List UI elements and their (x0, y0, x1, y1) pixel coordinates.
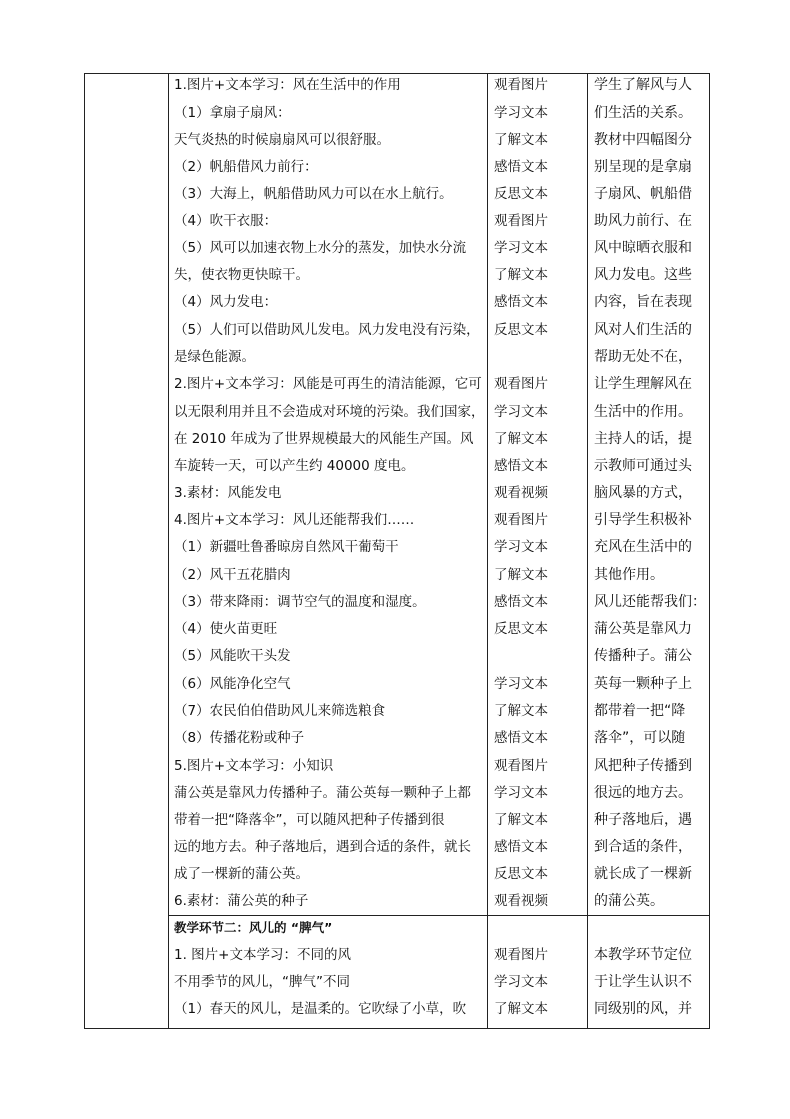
intent-line: 其他作用。 (594, 567, 664, 583)
student-activity: 了解文本 (494, 1001, 548, 1017)
intent-line: 帮助无处不在， (594, 349, 692, 365)
column-divider (168, 73, 169, 1029)
student-activity: 了解文本 (494, 703, 548, 719)
row-divider (168, 915, 709, 916)
activity-line: （3）大海上，帆船借助风力可以在水上航行。 (174, 186, 453, 202)
intent-line: 很远的地方去。 (594, 785, 692, 801)
intent-line: 别呈现的是拿扇 (594, 159, 692, 175)
student-activity: 观看视频 (494, 485, 548, 501)
activity-line: （6）风能净化空气 (174, 676, 291, 692)
activity-line: 4.图片+文本学习：风儿还能帮我们…… (174, 512, 415, 528)
activity-line: （4）风力发电： (174, 294, 278, 310)
intent-line: 风中晾晒衣服和 (594, 240, 692, 256)
intent-line: 传播种子。蒲公 (594, 648, 692, 664)
activity-line: （1）新疆吐鲁番晾房自然风干葡萄干 (174, 539, 399, 555)
intent-line: 落伞”，可以随 (594, 730, 686, 746)
activity-line: （5）人们可以借助风儿发电。风力发电没有污染， (174, 322, 480, 338)
student-activity: 反思文本 (494, 866, 548, 882)
student-activity: 观看图片 (494, 376, 548, 392)
student-activity: 观看图片 (494, 758, 548, 774)
student-activity: 反思文本 (494, 322, 548, 338)
student-activity: 观看视频 (494, 893, 548, 909)
intent-line: 们生活的关系。 (594, 105, 692, 121)
intent-line: 到合适的条件， (594, 839, 692, 855)
activity-line: （8）传播花粉或种子 (174, 730, 305, 746)
activity-line: 带着一把“降落伞”，可以随风把种子传播到很 (174, 812, 445, 828)
student-activity: 观看图片 (494, 947, 548, 963)
activity-line: 1. 图片+文本学习：不同的风 (174, 947, 351, 963)
student-activity: 学习文本 (494, 404, 548, 420)
student-activity: 学习文本 (494, 105, 548, 121)
intent-line: 子扇风、帆船借 (594, 186, 692, 202)
student-activity: 感悟文本 (494, 730, 548, 746)
student-activity: 感悟文本 (494, 594, 548, 610)
intent-line: 的蒲公英。 (594, 893, 664, 909)
student-activity: 了解文本 (494, 267, 548, 283)
intent-line: 本教学环节定位 (594, 947, 692, 963)
activity-line: 蒲公英是靠风力传播种子。蒲公英每一颗种子上都 (174, 785, 471, 801)
column-divider (587, 73, 588, 1029)
activity-line: （4）吹干衣服： (174, 213, 278, 229)
student-activity: 反思文本 (494, 186, 548, 202)
student-activity: 学习文本 (494, 539, 548, 555)
student-activity: 观看图片 (494, 512, 548, 528)
intent-line: 都带着一把“降 (594, 703, 686, 719)
student-activity: 感悟文本 (494, 839, 548, 855)
intent-line: 主持人的话，提 (594, 431, 692, 447)
student-activity: 了解文本 (494, 812, 548, 828)
intent-line: 同级别的风，并 (594, 1001, 692, 1017)
intent-line: 风力发电。这些 (594, 267, 692, 283)
intent-line: 示教师可通过头 (594, 458, 692, 474)
student-activity: 学习文本 (494, 974, 548, 990)
intent-line: 助风力前行、在 (594, 213, 692, 229)
intent-line: 内容，旨在表现 (594, 294, 692, 310)
intent-line: 风对人们生活的 (594, 322, 692, 338)
activity-line: 1.图片+文本学习：风在生活中的作用 (174, 77, 401, 93)
intent-line: 英每一颗种子上 (594, 676, 692, 692)
student-activity: 了解文本 (494, 431, 548, 447)
student-activity: 反思文本 (494, 621, 548, 637)
activity-line: （2）帆船借风力前行： (174, 159, 318, 175)
activity-line: 2.图片+文本学习：风能是可再生的清洁能源，它可 (174, 376, 482, 392)
activity-line: 天气炎热的时候扇扇风可以很舒服。 (174, 132, 390, 148)
intent-line: 就长成了一棵新 (594, 866, 692, 882)
activity-line: 6.素材：蒲公英的种子 (174, 893, 309, 909)
activity-line: （1）拿扇子扇风： (174, 105, 291, 121)
activity-line: 以无限利用并且不会造成对环境的污染。我们国家， (174, 404, 485, 420)
student-activity: 学习文本 (494, 785, 548, 801)
activity-line: （3）带来降雨：调节空气的温度和湿度。 (174, 594, 426, 610)
activity-line: （5）风能吹干头发 (174, 648, 291, 664)
intent-line: 生活中的作用。 (594, 404, 692, 420)
activity-line: （2）风干五花腊肉 (174, 567, 291, 583)
intent-line: 学生了解风与人 (594, 77, 692, 93)
intent-line: 充风在生活中的 (594, 539, 692, 555)
activity-line: 3.素材：风能发电 (174, 485, 282, 501)
activity-line: 远的地方去。种子落地后，遇到合适的条件，就长 (174, 839, 471, 855)
intent-line: 教材中四幅图分 (594, 132, 692, 148)
activity-line: 不用季节的风儿，“脾气”不同 (174, 974, 350, 990)
activity-line: 在 2010 年成为了世界规模最大的风能生产国。风 (174, 431, 474, 447)
student-activity: 学习文本 (494, 240, 548, 256)
section-heading: 教学环节二：风儿的 “脾气” (174, 920, 333, 935)
activity-line: 成了一棵新的蒲公英。 (174, 866, 309, 882)
activity-line: （5）风可以加速衣物上水分的蒸发，加快水分流 (174, 240, 467, 256)
intent-line: 脑风暴的方式， (594, 485, 692, 501)
student-activity: 学习文本 (494, 676, 548, 692)
student-activity: 感悟文本 (494, 159, 548, 175)
student-activity: 观看图片 (494, 77, 548, 93)
activity-line: 失，使衣物更快晾干。 (174, 267, 309, 283)
intent-line: 风儿还能帮我们： (594, 594, 706, 610)
student-activity: 了解文本 (494, 132, 548, 148)
intent-line: 蒲公英是靠风力 (594, 621, 692, 637)
intent-line: 让学生理解风在 (594, 376, 692, 392)
intent-line: 风把种子传播到 (594, 758, 692, 774)
student-activity: 观看图片 (494, 213, 548, 229)
column-divider (487, 73, 488, 1029)
student-activity: 感悟文本 (494, 458, 548, 474)
activity-line: 5.图片+文本学习：小知识 (174, 758, 334, 774)
activity-line: （4）使火苗更旺 (174, 621, 278, 637)
student-activity: 了解文本 (494, 567, 548, 583)
activity-line: 是绿色能源。 (174, 349, 255, 365)
intent-line: 引导学生积极补 (594, 512, 692, 528)
activity-line: （7）农民伯伯借助风儿来筛选粮食 (174, 703, 386, 719)
activity-line: （1）春天的风儿，是温柔的。它吹绿了小草，吹 (174, 1001, 467, 1017)
intent-line: 种子落地后，遇 (594, 812, 692, 828)
intent-line: 于让学生认识不 (594, 974, 692, 990)
activity-line: 车旋转一天，可以产生约 40000 度电。 (174, 458, 415, 474)
student-activity: 感悟文本 (494, 294, 548, 310)
